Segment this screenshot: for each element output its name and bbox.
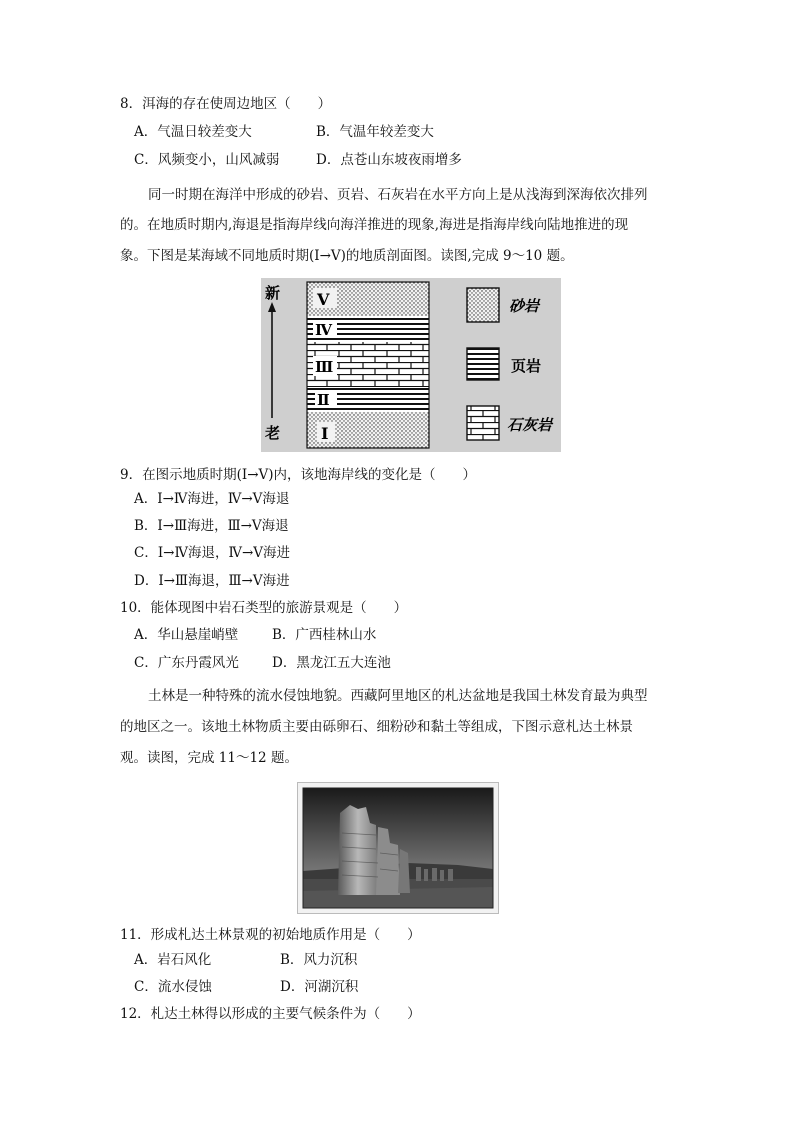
legend-sandstone-label: 砂岩: [509, 297, 540, 315]
question-9-option-c[interactable]: C．Ⅰ→Ⅳ海退，Ⅳ→Ⅴ海进: [134, 545, 291, 561]
legend: [467, 288, 554, 440]
passage-2-line-2: 的地区之一。该地土林物质主要由砾卵石、细粉砂和黏土等组成，下图示意札达土林景: [120, 719, 633, 735]
passage-2-line-3: 观。读图，完成 11～12 题。: [120, 750, 298, 766]
question-8-option-d[interactable]: D．点苍山东坡夜雨增多: [316, 152, 462, 168]
question-12-stem: 12．札达土林得以形成的主要气候条件为（ ）: [120, 1006, 421, 1022]
newer-label: 新: [265, 284, 281, 302]
legend-limestone-label: 石灰岩: [507, 416, 553, 434]
question-9-stem: 9．在图示地质时期(Ⅰ→Ⅴ)内，该地海岸线的变化是（ ）: [120, 467, 477, 483]
question-11-stem: 11．形成札达土林景观的初始地质作用是（ ）: [120, 927, 421, 943]
geologic-section-figure: [261, 278, 561, 452]
period-label-ii: Ⅱ: [317, 391, 330, 409]
passage-1-line-3: 象。下图是某海域不同地质时期(Ⅰ→Ⅴ)的地质剖面图。读图,完成 9～10 题。: [120, 248, 574, 264]
period-label-v: Ⅴ: [317, 290, 330, 309]
question-10-option-d[interactable]: D．黑龙江五大连池: [272, 655, 391, 671]
question-9-option-b[interactable]: B．Ⅰ→Ⅲ海进，Ⅲ→Ⅴ海退: [134, 518, 289, 534]
question-11-option-d[interactable]: D．河湖沉积: [280, 979, 359, 995]
legend-limestone-swatch: [467, 406, 499, 440]
legend-shale-swatch: [467, 348, 499, 380]
time-arrow-head-icon: [268, 302, 276, 312]
question-8-option-a[interactable]: A．气温日较差变大: [134, 124, 252, 140]
question-11-option-c[interactable]: C．流水侵蚀: [134, 979, 212, 995]
passage-2-line-1: 土林是一种特殊的流水侵蚀地貌。西藏阿里地区的札达盆地是我国土林发育最为典型: [148, 688, 648, 704]
period-label-iv: Ⅳ: [315, 321, 333, 339]
question-9-option-d[interactable]: D．Ⅰ→Ⅲ海退，Ⅲ→Ⅴ海进: [134, 573, 290, 589]
question-10-option-b[interactable]: B．广西桂林山水: [272, 627, 377, 643]
question-10-stem: 10．能体现图中岩石类型的旅游景观是（ ）: [120, 600, 408, 616]
question-10-option-a[interactable]: A．华山悬崖峭壁: [134, 627, 239, 643]
legend-sandstone-swatch: [467, 288, 499, 322]
question-11-option-b[interactable]: B．风力沉积: [280, 952, 358, 968]
legend-shale-label: 页岩: [511, 357, 542, 375]
question-8-option-b[interactable]: B．气温年较差变大: [316, 124, 434, 140]
zanda-earth-forest-photo: [297, 782, 499, 914]
question-11-option-a[interactable]: A．岩石风化: [134, 952, 212, 968]
question-10-option-c[interactable]: C．广东丹霞风光: [134, 655, 239, 671]
question-8-option-c[interactable]: C．风频变小，山风减弱: [134, 152, 280, 168]
period-label-iii: Ⅲ: [315, 358, 334, 376]
older-label: 老: [265, 424, 281, 442]
passage-1-line-1: 同一时期在海洋中形成的砂岩、页岩、石灰岩在水平方向上是从浅海到深海依次排列: [148, 187, 648, 203]
passage-1-line-2: 的。在地质时期内,海退是指海岸线向海洋推进的现象,海进是指海岸线向陆地推进的现: [120, 217, 629, 233]
question-8-stem: 8．洱海的存在使周边地区（ ）: [120, 96, 332, 112]
period-label-i: Ⅰ: [321, 424, 329, 443]
question-9-option-a[interactable]: A．Ⅰ→Ⅳ海进，Ⅳ→Ⅴ海退: [134, 491, 290, 507]
